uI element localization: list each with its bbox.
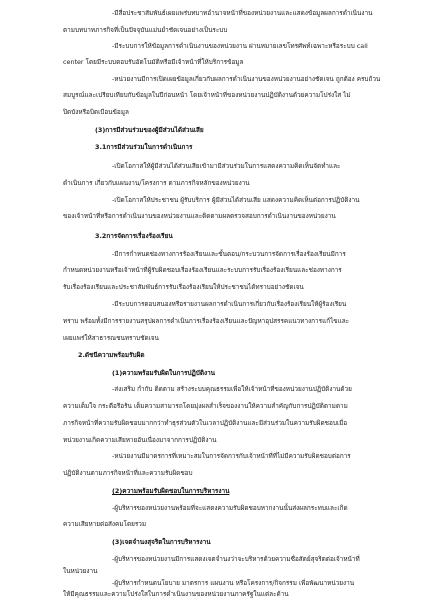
body-line: สมบูรณ์และเปรียบเทียบกับข้อมูลในปีก่อนหน้า โดยเจ้าหน้าที่ของหน่วยงานปฏิบัติงานด้วยความโปร่งใส ไม่ [63,91,351,99]
body-line: -เปิดโอกาสให้ประชาชน ผู้รับบริการ ผู้มีส่วนได้ส่วนเสีย แสดงความคิดเห็นต่อการปฏิบัติงาน [112,196,360,204]
body-line: -เปิดโอกาสให้ผู้มีส่วนได้ส่วนเสียเข้ามามีส่วนร่วมในการแสดงความคิดเห็นจัดทำและ [112,162,341,170]
body-line: -ผู้บริหารของหน่วยงานมีการแสดงเจตจำนงว่าจะบริหารด้วยความซื่อสัตย์สุจริตต่อเจ้าหน้าที่ [112,555,360,563]
subsection-heading: (1)ความพร้อมรับผิดในการปฏิบัติงาน [112,369,216,377]
body-line: -มีระบบการให้ข้อมูลการดำเนินงานของหน่วยงาน ผ่านหมายเลขโทรศัพท์เฉพาะหรือระบบ call [112,42,368,50]
body-line: เผยแพร่ให้สาธารณชนทราบชัดเจน [63,334,159,342]
body-line: -ผู้บริหารกำหนดนโยบาย มาตรการ แผนงาน หรือโครงการ/กิจกรรม เพื่อพัฒนาหน่วยงาน [112,579,355,587]
body-line: หน่วยงานเกิดความเสียหายอันเนื่องมาจากการปฏิบัติงาน [63,436,217,444]
subsection-heading: 3.1การมีส่วนร่วมในการดำเนินการ [95,143,193,151]
body-line: center โดยมีระบบตอบรับอัตโนมัติหรือมีเจ้าหน้าที่ให้บริการข้อมูล [63,58,244,66]
body-line: -หน่วยงานมีมาตรการที่เหมาะสมในการจัดการกับเจ้าหน้าที่ที่ไม่มีความรับผิดชอบต่อการ [112,452,351,460]
body-line: -มีการกำหนดช่องทางการร้องเรียนและขั้นตอน/กระบวนการจัดการเรื่องร้องเรียนมีการ [112,250,346,258]
section-heading: (3)การมีส่วนร่วมของผู้มีส่วนได้ส่วนเสีย [95,126,204,134]
body-line: ในหน่วยงาน [63,567,98,575]
body-line: -หน่วยงานมีการเปิดเผยข้อมูลเกี่ยวกับผลการดำเนินงานของหน่วยงานอย่างชัดเจน ถูกต้อง ครบถ้วน [112,75,381,83]
body-line: -ผู้บริหารของหน่วยงานพร้อมที่จะแสดงความรับผิดชอบหากงานนั้นส่งผลกระทบและเกิด [112,504,348,512]
body-line: ปิดบังหรือบิดเบือนข้อมูล [63,108,129,116]
subsection-heading: 3.2การจัดการเรื่องร้องเรียน [95,232,173,240]
body-line: กำหนดหน่วยงานหรือเจ้าหน้าที่ผู้รับผิดชอบเรื่องร้องเรียนและระบบการรับเรื่องร้องเรียนและช่องทางการ [63,266,342,274]
body-line: ความเต็มใจ กระตือรือร้น เต็มความสามารถโดยมุ่งผลสำเร็จของงานให้ความสำคัญกับการปฏิบัติตามตาม [63,402,348,410]
body-line: -มีสื่อประชาสัมพันธ์เผยแพร่บทบาทอำนาจหน้าที่ของหน่วยงานและแสดงข้อมูลผลการดำเนินงาน [112,9,373,17]
subsection-heading: (3)เจตจำนงสุจริตในการบริหารงาน [112,538,211,546]
section-heading: 2.ดัชนีความพร้อมรับผิด [78,351,145,359]
body-line: ภารกิจหน้าที่ความรับผิดชอบมากกว่าทำธุรส่วนตัวในเวลาปฏิบัติงานและมีส่วนร่วมในความรับผิดชอบเมื่อ [63,419,348,427]
body-line: -มีระบบการตอบสนองหรือรายงานผลการดำเนินการเกี่ยวกับเรื่องร้องเรียนให้ผู้ร้องเรียน [112,300,347,308]
body-line: ความเสียหายต่อสังคมโดยรวม [63,520,147,528]
body-line: ตามบทบาทภารกิจที่เป็นปัจจุบันแม่นยำชัดเจนอย่างเป็นระบบ [63,26,228,34]
body-line: ทราบ พร้อมทั้งมีการรายงานสรุปผลการดำเนินการเรื่องร้องเรียนและปัญหาอุปสรรคแนวทางการแก้ไขและ [63,317,350,325]
body-line: ปฏิบัติงานตามภารกิจหน้าที่และความรับผิดชอบ [63,469,193,477]
body-line: ให้มีคุณธรรมและความโปร่งใสในการดำเนินงานของหน่วยงานภาครัฐในแต่ละด้าน [63,590,289,598]
body-line: -ส่งเสริม กำกับ ติดตาม สร้างระบบคุณธรรมเพื่อให้เจ้าหน้าที่ของหน่วยงานปฏิบัติงานด้วย [112,385,352,393]
body-line: รับเรื่องร้องเรียนและประชาสัมพันธ์การรับเรื่องร้องเรียนให้ประชาชนได้ทราบอย่างชัดเจน [63,283,304,291]
body-line: ดำเนินการ เกี่ยวกับแผนงาน/โครงการ ตามภารกิจหลักของหน่วยงาน [63,179,250,187]
subsection-heading: (2)ความพร้อมรับผิดชอบในการบริหารงาน [112,487,230,495]
body-line: ของเจ้าหน้าที่หรือการดำเนินงานของหน่วยงานและติดตามผลตรวจสอบการดำเนินงานของหน่วยงาน [63,212,336,220]
